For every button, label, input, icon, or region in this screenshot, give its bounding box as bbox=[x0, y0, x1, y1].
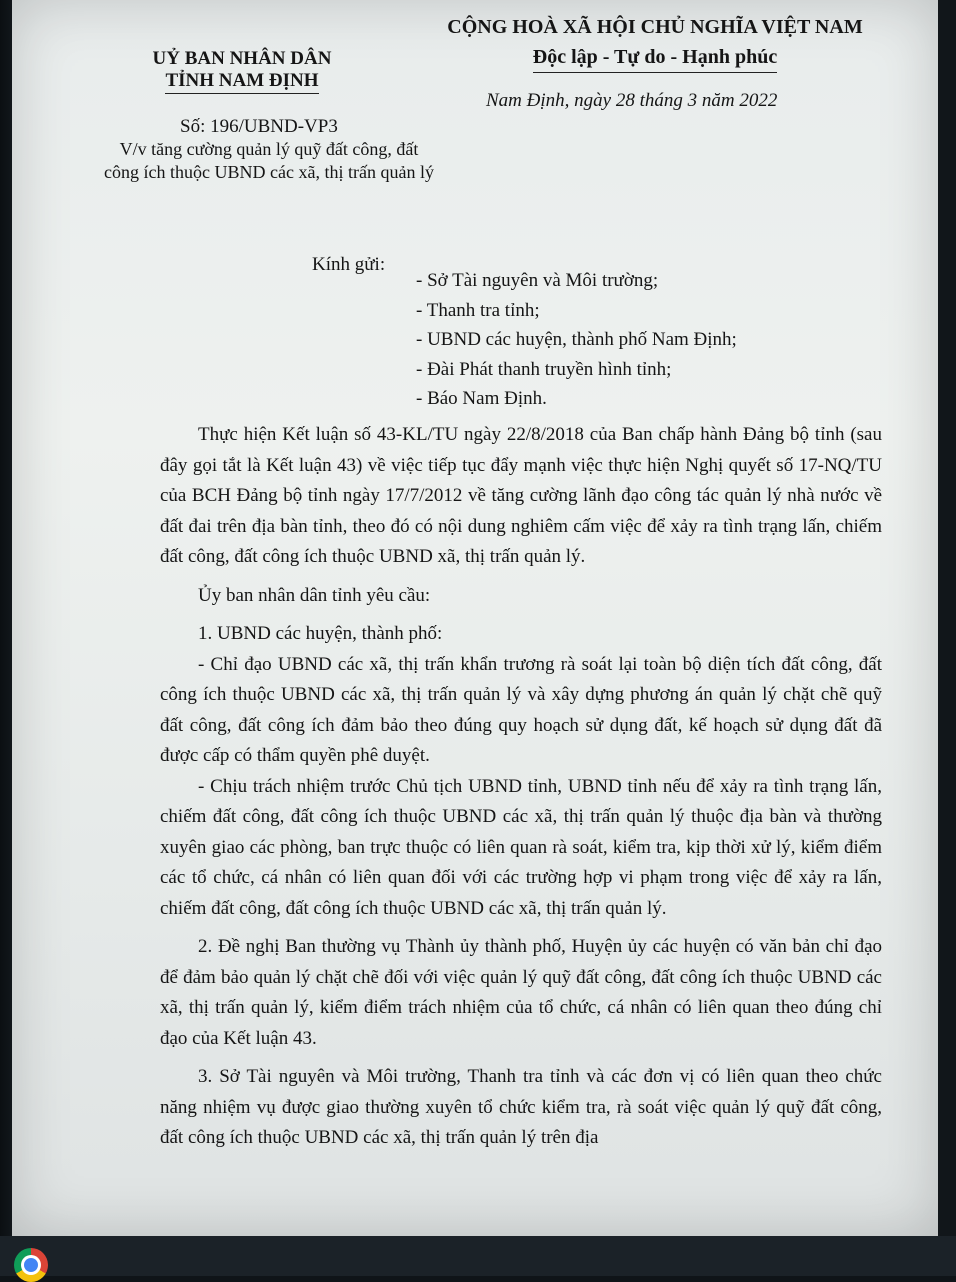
taskbar bbox=[0, 1236, 956, 1276]
paragraph-section-3: 3. Sở Tài nguyên và Môi trường, Thanh tra tỉnh và các đơn vị có liên quan theo chức năng nhiệm vụ được giao thường xuyên tổ chức kiểm tra, rà soát việc quản lý quỹ đất công, đất công ích thuộc UBND các xã, thị trấn quản lý trên địa bbox=[160, 1066, 882, 1148]
chrome-icon[interactable] bbox=[14, 1248, 48, 1282]
recipient-list bbox=[416, 266, 737, 414]
national-motto bbox=[420, 12, 890, 73]
paragraph-request: Ủy ban nhân dân tỉnh yêu cầu: bbox=[198, 584, 431, 606]
agency-line-1: UỶ BAN NHÂN DÂN bbox=[152, 48, 332, 69]
document-page bbox=[12, 0, 938, 1236]
agency-line-2: TỈNH NAM ĐỊNH bbox=[165, 70, 318, 94]
paragraph-section-2: 2. Đề nghị Ban thường vụ Thành ủy thành phố, Huyện ủy các huyện có văn bản chỉ đạo để đảm bảo quản lý chặt chẽ đối với việc quản lý quỹ đất công, đất công ích thuộc UBND các xã, thị trấn quản lý, kiểm điểm trách nhiệm của tổ chức, cá nhân có liên quan theo đúng chỉ đạo của Kết luận 43. bbox=[160, 936, 882, 1049]
recipients-heading: Kính gửi: bbox=[312, 254, 386, 275]
document-subject: V/v tăng cường quản lý quỹ đất công, đất công ích thuộc UBND các xã, thị trấn quản lý bbox=[104, 139, 434, 182]
motto-line-2: Độc lập - Tự do - Hạnh phúc bbox=[533, 42, 777, 73]
paragraph-1-item-b: - Chịu trách nhiệm trước Chủ tịch UBND tỉnh, UBND tỉnh nếu để xảy ra tình trạng lấn, chiếm đất công, đất công ích thuộc UBND các xã, thị trấn quản lý thuộc địa bàn và thường xuyên giao các phòng, ban trực thuộc có liên quan rà soát, kiểm tra, kịp thời xử lý, kiểm điểm các tổ chức, cá nhân có liên quan đối với các trường hợp vi phạm trong việc để xảy ra lấn, chiếm đất công, đất công ích thuộc UBND các xã, thị trấn quản lý. bbox=[160, 775, 882, 919]
recipient-item: - Thanh tra tỉnh; bbox=[416, 299, 540, 321]
recipient-item: - Đài Phát thanh truyền hình tỉnh; bbox=[416, 358, 672, 380]
document-body bbox=[160, 420, 882, 1154]
motto-line-1: CỘNG HOÀ XÃ HỘI CHỦ NGHĨA VIỆT NAM bbox=[447, 16, 863, 38]
paragraph-intro: Thực hiện Kết luận số 43-KL/TU ngày 22/8/2018 của Ban chấp hành Đảng bộ tỉnh (sau đây gọi tắt là Kết luận 43) về việc tiếp tục đẩy mạnh việc thực hiện Nghị quyết số 17-NQ/TU của BCH Đảng bộ tỉnh ngày 17/7/2012 về tăng cường lãnh đạo công tác quản lý nhà nước về đất đai trên địa bàn tỉnh, theo đó có nội dung nghiêm cấm việc để xảy ra tình trạng lấn, chiếm đất công, đất công ích thuộc UBND xã, thị trấn quản lý. bbox=[160, 424, 882, 567]
recipient-item: - Báo Nam Định. bbox=[416, 388, 547, 409]
issuing-agency bbox=[132, 48, 352, 94]
paragraph-section-1: 1. UBND các huyện, thành phố: bbox=[198, 623, 443, 644]
paragraph-1-item-a: - Chỉ đạo UBND các xã, thị trấn khẩn trương rà soát lại toàn bộ diện tích đất công, đất công ích thuộc UBND các xã, thị trấn quản lý và xây dựng phương án quản lý chặt chẽ quỹ đất công, đất công ích đảm bảo theo đúng quy hoạch sử dụng đất, kế hoạch sử dụng đất đã được cấp có thẩm quyền phê duyệt. bbox=[160, 653, 882, 766]
place-and-date: Nam Định, ngày 28 tháng 3 năm 2022 bbox=[486, 90, 778, 111]
document-number: Số: 196/UBND-VP3 bbox=[180, 116, 338, 137]
recipient-item: - Sở Tài nguyên và Môi trường; bbox=[416, 270, 659, 291]
recipient-item: - UBND các huyện, thành phố Nam Định; bbox=[416, 329, 737, 350]
